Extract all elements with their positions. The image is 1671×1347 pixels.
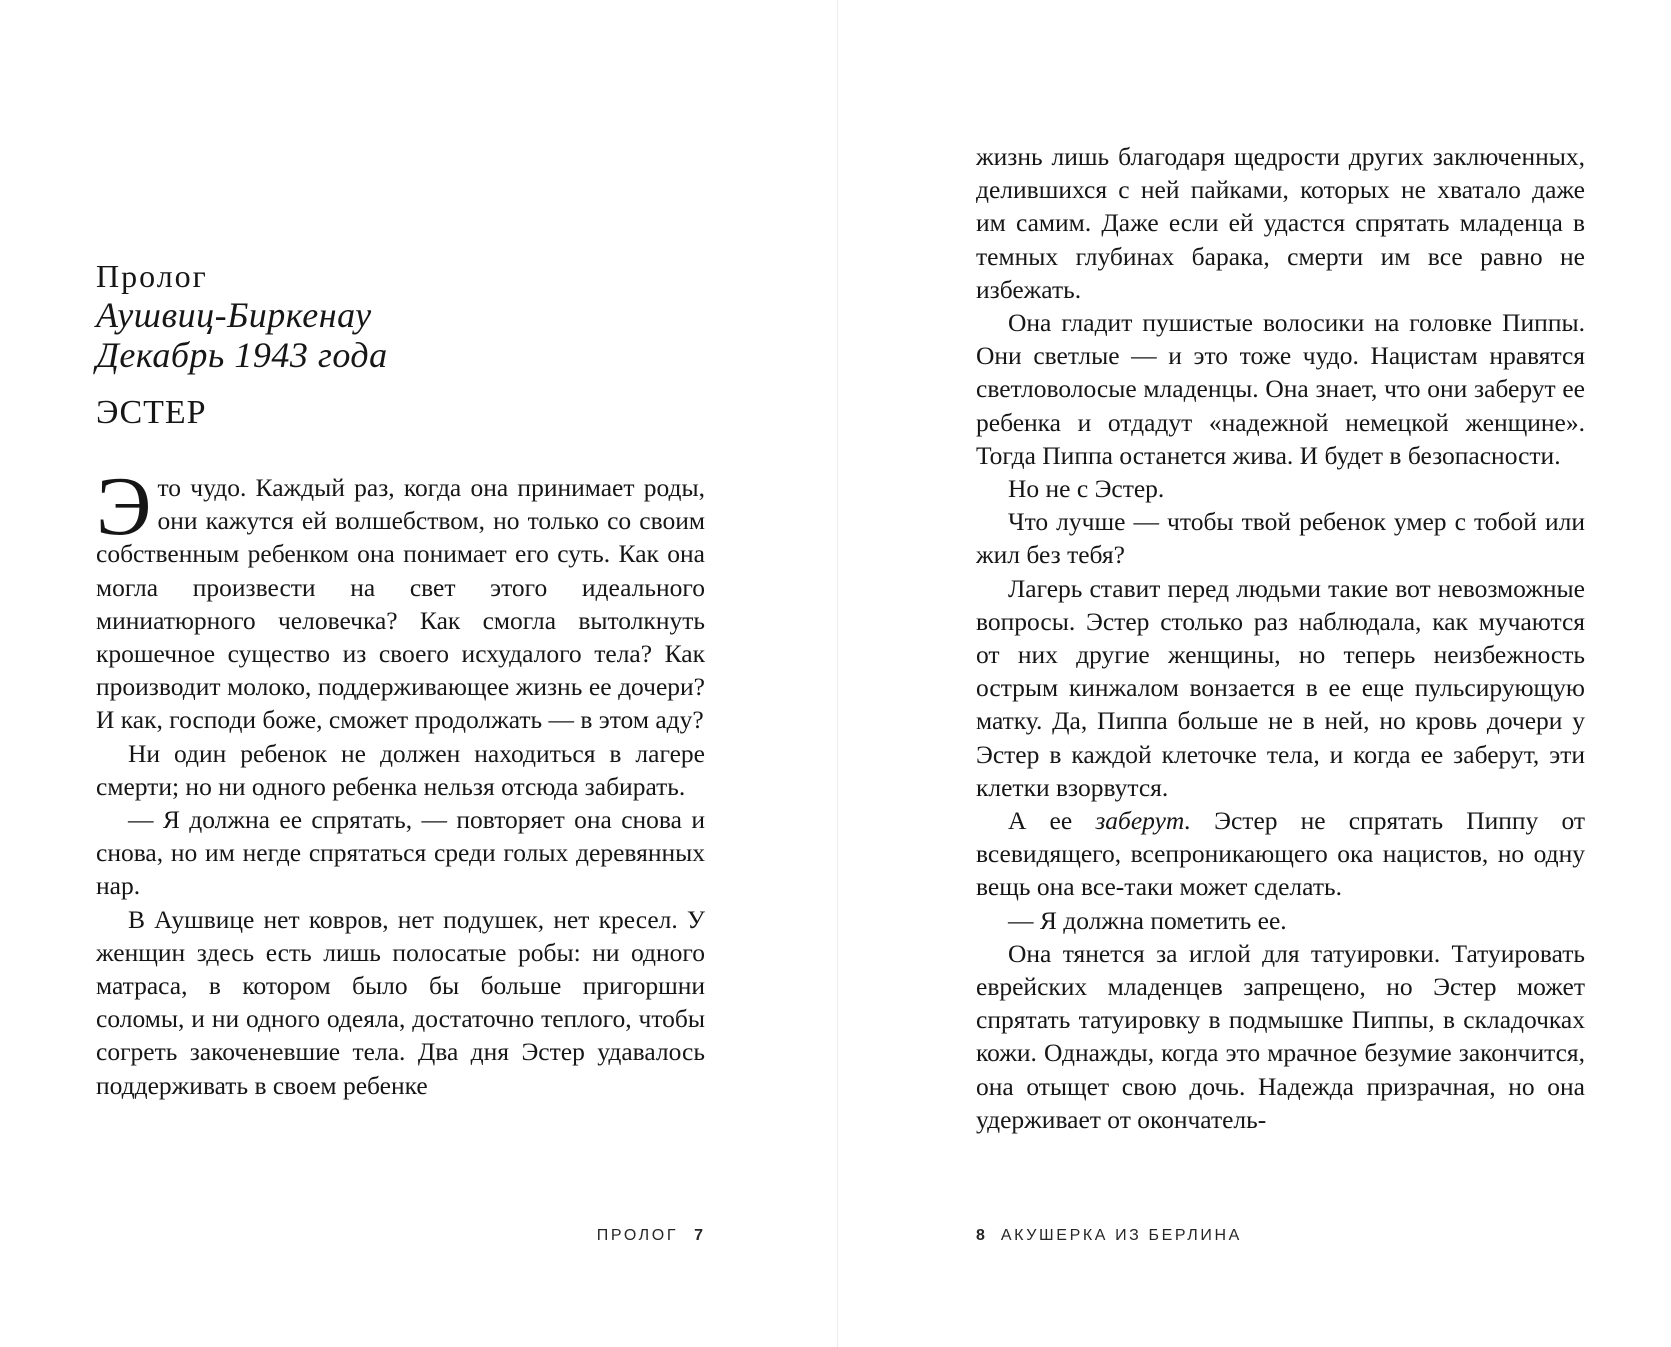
drop-cap: Э <box>96 460 152 553</box>
italic-emphasis: заберут. <box>1095 806 1192 836</box>
paragraph: Что лучше — чтобы твой ребенок умер с тобой или жил без тебя? <box>976 507 1585 570</box>
left-running-footer <box>597 1227 703 1245</box>
page-number: 7 <box>694 1227 703 1244</box>
paragraph: Но не с Эстер. <box>1008 474 1165 504</box>
place-subtitle: Аушвиц-Биркенау <box>96 295 372 335</box>
paragraph: В Аушвице нет ковров, нет подушек, нет кресел. У женщин здесь есть лишь полосатые робы: ни одного матраса, в котором было бы больше пригоршни соломы, и ни одного одеяла, достаточно теплого, чтобы согреть закоченевшие тела. Два дня Эстер удавалось поддерживать в своем ребенке <box>96 904 705 1100</box>
paragraph: Ни один ребенок не должен находиться в лагере смерти; но ни одного ребенка нельзя отсюда забирать. <box>96 738 705 801</box>
paragraph: жизнь лишь благодаря щедрости других заключенных, делившихся с ней пайками, которых не хватало даже им самим. Даже если ей удастся спрятать младенца в темных глубинах барака, смерти им все равно не избежать. <box>976 142 1585 304</box>
paragraph-text: то чудо. Каждый раз, когда она принимает роды, они кажутся ей волшебством, но только со своим собственным ребенком она понимает его суть. Как она могла произвести на свет этого идеального миниатюрного человечка? Как смогла вытолкнуть крошечное существо из своего исхудалого тела? Как производит молоко, поддерживающее жизнь ее дочери? И как, господи боже, сможет продолжать — в этом аду? <box>96 473 705 735</box>
date-subtitle: Декабрь 1943 года <box>96 335 388 375</box>
paragraph-text: Эстер не спрятать Пиппу от всевидящего, всепроникающего ока нацистов, но одну вещь она все-таки может сделать. <box>976 806 1585 902</box>
paragraph: Лагерь ставит перед людьми такие вот невозможные вопросы. Эстер столько раз наблюдала, как мучаются от них другие женщины, но теперь неизбежность острым кинжалом вонзается в ее еще пульсирующую матку. Да, Пиппа больше не в ней, но кровь дочери у Эстер в каждой клеточке тела, и когда ее заберут, эти клетки взорвутся. <box>976 573 1585 802</box>
chapter-heading <box>96 257 388 433</box>
right-body-text <box>976 140 1585 1136</box>
right-page <box>838 0 1671 1347</box>
prologue-title: Пролог <box>96 258 208 294</box>
paragraph-text: А ее <box>1008 806 1096 836</box>
book-title: АКУШЕРКА ИЗ БЕРЛИНА <box>1000 1227 1242 1244</box>
paragraph <box>96 460 705 737</box>
section-name: ПРОЛОГ <box>596 1227 679 1244</box>
page-number: 8 <box>976 1227 985 1244</box>
paragraph: Она тянется за иглой для татуировки. Татуировать еврейских младенцев запрещено, но Эстер может спрятать татуировку в подмышке Пиппы, в складочках кожи. Однажды, когда это мрачное безумие закончится, она отыщет свою дочь. Надежда призрачная, но она удерживает от окончатель- <box>976 938 1585 1134</box>
left-body-text <box>96 460 705 1102</box>
paragraph <box>976 804 1585 904</box>
paragraph: Она гладит пушистые волосики на головке Пиппы. Они светлые — и это тоже чудо. Нацистам нравятся светловолосые младенцы. Она знает, что они заберут ее ребенка и отдадут «надежной немецкой женщине». Тогда Пиппа останется жива. И будет в безопасности. <box>976 308 1585 470</box>
paragraph: — Я должна ее спрятать, — повторяет она снова и снова, но им негде спрятаться среди голых деревянных нар. <box>96 805 705 901</box>
paragraph: — Я должна пометить ее. <box>1008 905 1287 935</box>
narrator-name: ЭСТЕР <box>96 394 207 431</box>
right-running-footer <box>976 1227 1242 1245</box>
